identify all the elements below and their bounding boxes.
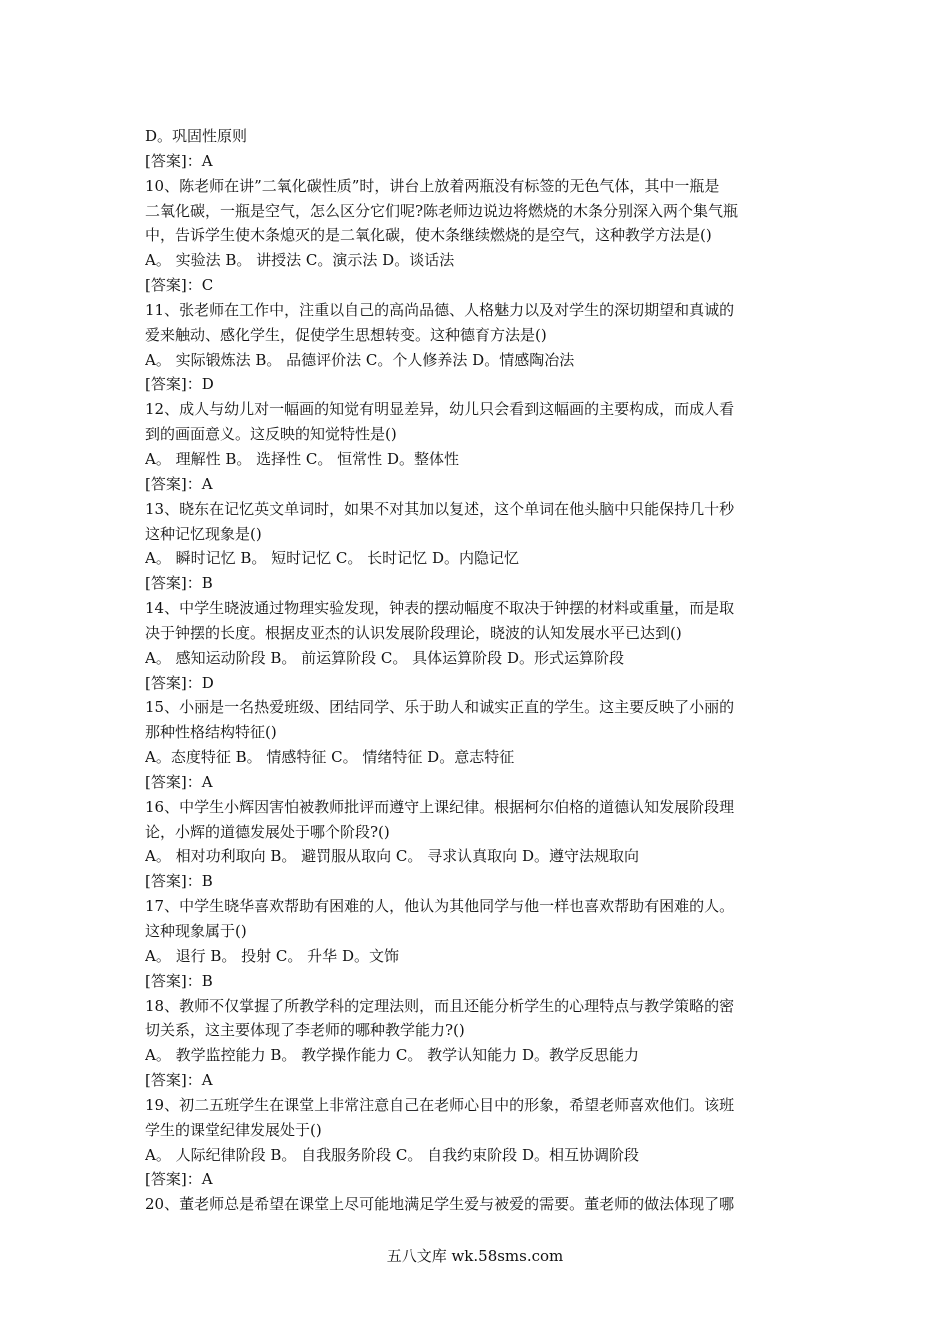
- page-footer: 五八文库 wk.58sms.com: [386, 1247, 564, 1265]
- text-line: [答案]：A: [145, 1071, 213, 1090]
- text-line: 到的画面意义。这反映的知觉特性是(): [145, 425, 397, 444]
- text-line: 11、张老师在工作中，注重以自己的高尚品德、人格魅力以及对学生的深切期望和真诚的: [145, 300, 735, 319]
- text-line: 13、晓东在记忆英文单词时，如果不对其加以复述，这个单词在他头脑中只能保持几十秒: [145, 499, 735, 518]
- text-line: 15、小丽是一名热爱班级、团结同学、乐于助人和诚实正直的学生。这主要反映了小丽的: [145, 698, 735, 717]
- text-line: 中，告诉学生使木条熄灭的是二氧化碳，使木条继续燃烧的是空气，这种教学方法是(): [145, 226, 712, 245]
- text-line: [答案]：A: [145, 1170, 213, 1189]
- text-line: 爱来触动、感化学生，促使学生思想转变。这种德育方法是(): [145, 325, 547, 344]
- text-line: A。 人际纪律阶段 B。 自我服务阶段 C。 自我约束阶段 D。相互协调阶段: [145, 1145, 639, 1164]
- text-line: 决于钟摆的长度。根据皮亚杰的认识发展阶段理论，晓波的认知发展水平已达到(): [145, 623, 682, 642]
- text-line: 16、中学生小辉因害怕被教师批评而遵守上课纪律。根据柯尔伯格的道德认知发展阶段理: [145, 797, 735, 816]
- text-line: 这种记忆现象是(): [145, 524, 262, 543]
- text-line: 学生的课堂纪律发展处于(): [145, 1120, 322, 1139]
- text-line: 10、陈老师在讲”二氧化碳性质”时，讲台上放着两瓶没有标签的无色气体，其中一瓶是: [145, 176, 720, 195]
- text-line: [答案]：D: [145, 673, 214, 692]
- text-line: A。 理解性 B。 选择性 C。 恒常性 D。整体性: [145, 449, 459, 468]
- text-line: [答案]：B: [145, 872, 213, 891]
- text-line: A。 相对功利取向 B。 避罚服从取向 C。 寻求认真取向 D。遵守法规取向: [145, 847, 639, 866]
- text-line: A。 教学监控能力 B。 教学操作能力 C。 教学认知能力 D。教学反思能力: [145, 1046, 639, 1065]
- text-line: 17、中学生晓华喜欢帮助有困难的人，他认为其他同学与他一样也喜欢帮助有困难的人。: [145, 897, 735, 916]
- text-line: [答案]：D: [145, 375, 214, 394]
- text-line: D。巩固性原则: [145, 127, 248, 145]
- text-line: A。态度特征 B。 情感特征 C。 情绪特征 D。意志特征: [145, 748, 515, 767]
- text-line: 20、董老师总是希望在课堂上尽可能地满足学生爱与被爱的需要。董老师的做法体现了哪: [145, 1195, 735, 1214]
- text-line: 二氧化碳，一瓶是空气，怎么区分它们呢?陈老师边说边将燃烧的木条分别深入两个集气瓶: [145, 201, 739, 220]
- text-line: A。 瞬时记忆 B。 短时记忆 C。 长时记忆 D。内隐记忆: [145, 549, 519, 568]
- text-line: 12、成人与幼儿对一幅画的知觉有明显差异，幼儿只会看到这幅画的主要构成，而成人看: [145, 400, 735, 419]
- text-line: [答案]：B: [145, 574, 213, 593]
- text-line: [答案]：A: [145, 151, 213, 170]
- text-line: 那种性格结构特征(): [145, 723, 277, 742]
- text-line: A。 实际锻炼法 B。 品德评价法 C。个人修养法 D。情感陶冶法: [145, 350, 575, 369]
- text-line: 这种现象属于(): [145, 922, 247, 940]
- text-line: 论，小辉的道德发展处于哪个阶段?(): [145, 822, 390, 841]
- text-line: [答案]：A: [145, 474, 213, 493]
- text-line: 切关系，这主要体现了李老师的哪种教学能力?(): [145, 1021, 465, 1040]
- text-line: A。 退行 B。 投射 C。 升华 D。文饰: [145, 946, 399, 965]
- text-line: A。 实验法 B。 讲授法 C。演示法 D。谈话法: [145, 251, 455, 270]
- text-line: [答案]：B: [145, 971, 213, 990]
- text-line: A。 感知运动阶段 B。 前运算阶段 C。 具体运算阶段 D。形式运算阶段: [145, 648, 624, 667]
- document-body: [145, 124, 815, 1217]
- text-line: [答案]：C: [145, 276, 214, 295]
- text-line: 19、初二五班学生在课堂上非常注意自己在老师心目中的形象，希望老师喜欢他们。该班: [145, 1095, 735, 1114]
- text-line: 18、教师不仅掌握了所教学科的定理法则，而且还能分析学生的心理特点与教学策略的密: [145, 996, 735, 1015]
- text-line: 14、中学生晓波通过物理实验发现，钟表的摆动幅度不取决于钟摆的材料或重量，而是取: [145, 599, 735, 618]
- text-line: [答案]：A: [145, 772, 213, 791]
